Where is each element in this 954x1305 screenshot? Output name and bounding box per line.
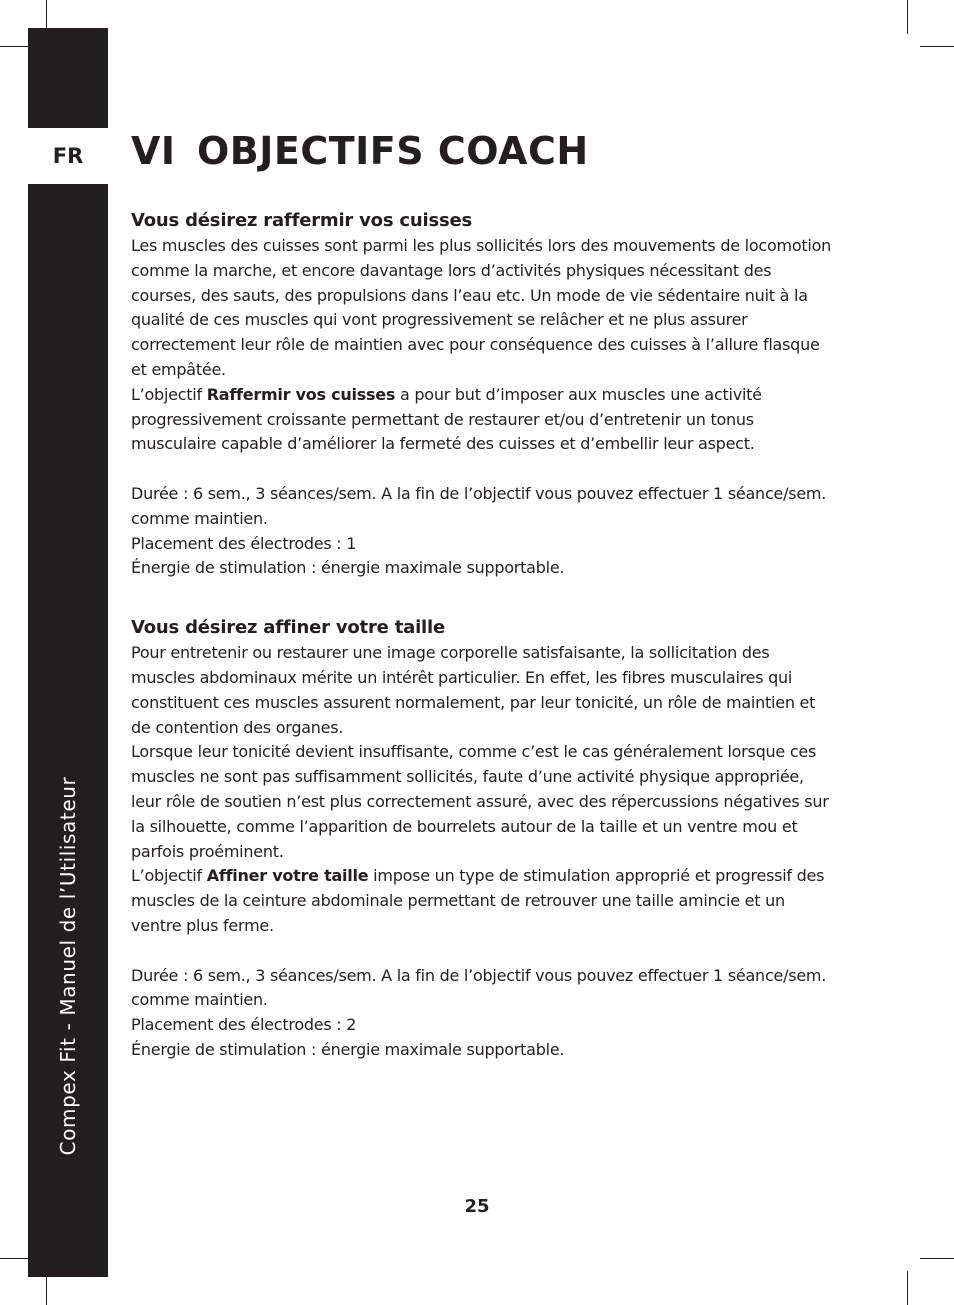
section-title: Vous désirez affiner votre taille (131, 617, 445, 639)
electrode-placement-text: Placement des électrodes : 1 (131, 533, 357, 553)
crop-mark (920, 46, 954, 47)
section-thighs (131, 208, 831, 581)
section-intro: Pour entretenir ou restaurer une image corporelle satisfaisante, la sollicitation des muscles abdominaux mérite un intérêt particulier. En effet, les fibres musculaires qui constituent ces muscles assurent normalement, par leur tonicité, un rôle de maintien et de contention des organes. (131, 643, 816, 737)
objective-name: Raffermir vos cuisses (206, 384, 396, 404)
chapter-number: VI (131, 129, 176, 173)
crop-mark (907, 1271, 908, 1305)
chapter-heading (131, 126, 589, 176)
objective-name: Affiner votre taille (206, 866, 369, 886)
crop-mark (907, 0, 908, 34)
objective-paragraph (131, 864, 831, 938)
duration-text: Durée : 6 sem., 3 séances/sem. A la fin de l’objectif vous pouvez effectuer 1 séance/sem. comme maintien. (131, 965, 827, 1010)
sidebar-manual-title: Compex Fit - Manuel de l’Utilisateur (56, 776, 80, 1156)
electrode-placement-text: Placement des électrodes : 2 (131, 1015, 357, 1035)
page-content (131, 208, 831, 1063)
section-waist (131, 615, 831, 1063)
chapter-title: OBJECTIFS COACH (197, 129, 589, 173)
objective-prefix: L’objectif (131, 866, 207, 886)
objective-paragraph (131, 383, 831, 457)
duration-text: Durée : 6 sem., 3 séances/sem. A la fin de l’objectif vous pouvez effectuer 1 séance/sem. comme maintien. (131, 483, 827, 528)
objective-prefix: L’objectif (131, 384, 207, 404)
objective-description: a pour but d’imposer aux muscles une activité progressivement croissante permettant de restaurer et/ou d’entretenir un tonus musculaire capable d’améliorer la fermeté des cuisses et d’embellir leur aspect. (131, 384, 762, 454)
section-intro: Les muscles des cuisses sont parmi les plus sollicités lors des mouvements de locomotion comme la marche, et encore davantage lors d’activités physiques nécessitant des courses, des sauts, des propulsions dans l’eau etc. Un mode de vie sédentaire nuit à la qualité de ces muscles qui vont progressivement se relâcher et ne plus assurer correctement leur rôle de maintien avec pour conséquence des cuisses à l’allure flasque et empâtée. (131, 236, 832, 379)
language-tab: FR (52, 144, 84, 168)
objective-description: impose un type de stimulation approprié et progressif des muscles de la ceinture abdominale permettant de retrouver une taille amincie et un ventre plus ferme. (131, 866, 825, 935)
crop-mark (920, 1258, 954, 1259)
section-title: Vous désirez raffermir vos cuisses (131, 210, 473, 231)
page-number: 25 (464, 1196, 490, 1217)
stimulation-energy-text: Énergie de stimulation : énergie maximale supportable. (131, 1039, 565, 1059)
section-intro-continued: Lorsque leur tonicité devient insuffisante, comme c’est le cas généralement lorsque ces muscles ne sont pas suffisamment sollicités, faute d’une activité physique appropriée, leur rôle de soutien n’est plus correctement assuré, avec des répercussions négatives sur la silhouette, comme l’apparition de bourrelets autour de la taille et un ventre mou et parfois proéminent. (131, 742, 829, 861)
stimulation-energy-text: Énergie de stimulation : énergie maximale supportable. (131, 558, 565, 578)
